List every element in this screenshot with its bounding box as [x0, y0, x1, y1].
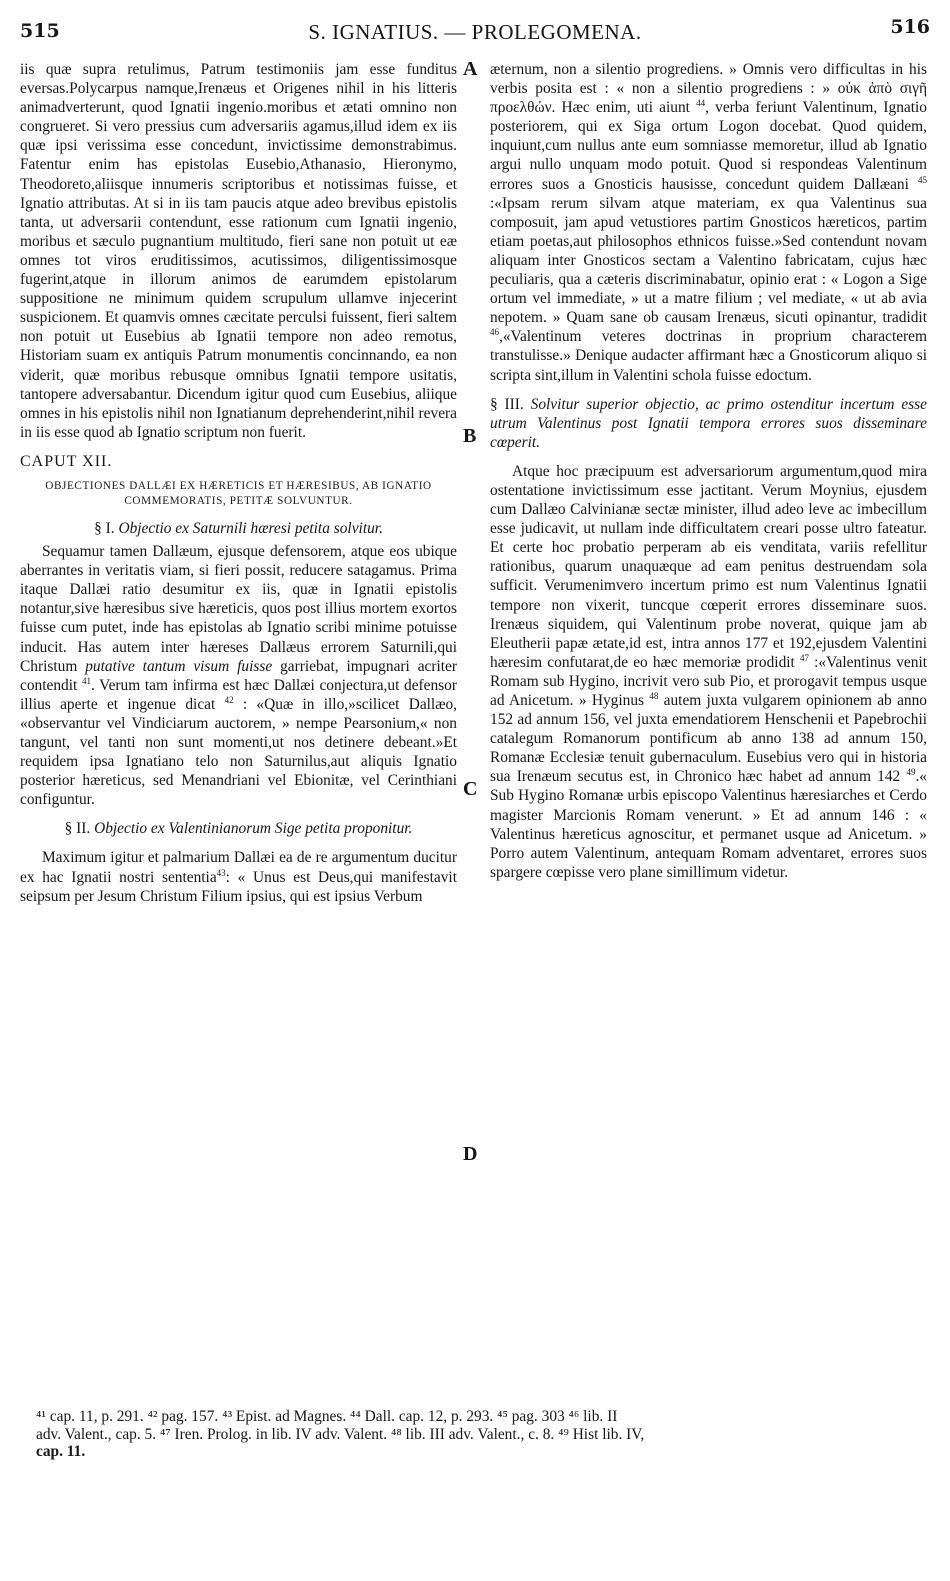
section-number: § I. [94, 519, 115, 537]
text-run: .« Sub Hygino Romanæ urbis episcopo Valentinus hæresiarches et Cerdo magister Marcionis Romam venerunt. » Et ad annum 146 : « Valentinus hæreticus agnoscitur, et permanet usque ad Anicetum. » Porro autem Valentinum, antequam Romam adventaret, errores suos spargere cœpisse vero plane simillimum videtur. [490, 768, 927, 881]
paragraph [20, 848, 457, 905]
footnote-ref: 47 [799, 652, 809, 663]
section-number: § II. [64, 820, 91, 838]
paragraph [490, 462, 927, 882]
running-header [20, 16, 930, 46]
right-column [490, 60, 927, 882]
left-column [20, 60, 457, 906]
italic-text-run: putative tantum visum fuisse [85, 657, 273, 675]
paragraph [490, 60, 927, 385]
section-title: Objectio ex Valentinianorum Sige petita proponitur. [94, 820, 413, 838]
text-run: : « Unus est Deus,qui manifestavit seipsum per Jesum Christum Filium ipsius, qui est ipsius Verbum [20, 868, 457, 905]
text-run: ,«Valentinum veteres doctrinas in proprium characterem transtulisse.» Denique audacter affirmant hæc a Gnosticorum aliquo si scripta sint,illum in Valentini schola fuisse edoctum. [490, 328, 927, 384]
footnote-ref: 44 [696, 98, 706, 109]
text-run: Atque hoc præcipuum est adversariorum argumentum,quod mira ostentatione invictissimum esse jactitant. Verum Moynius, ejusdem cum Dallæo Calvinianæ sectæ minister, illud adeo leve ac imbecillum esse judicavit, ut nullam inde difficultatem creari posse ultro fateatur. Et certe hoc probatio perperam ab eis venditata, variis refellitur rationibus, quarum unaquæque ad eam penitus destruendam sola sufficit. Verumenimvero incertum primo est num Valentinus Ignatii tempore non vixerit, tuncque cœperit errores disseminare suos. Irenæus siquidem, qui Valentinum probe noverat, quique jam ab Eleutherii papæ ætate,id est, intra annos 177 et 192,ejusdem Valentini hæresim confutarat,de eo hæc memoriæ prodidit [490, 462, 927, 671]
footnote-ref: 45 [918, 174, 927, 185]
text-run: : «Quæ in illo,»scilicet Dallæo, «observantur vel Vindiciarum auctorem, » nempe Pearsonium,« non tangunt, vel tanti non sunt momenti,ut nos detinere debeant.»Et requidem ipsa Ignatiano telo non Saturnilus,aut aliquis Ignatio posterior hæreticus, sed Menandriani vel Ebionitæ, vel Cerinthiani configuntur. [20, 695, 458, 809]
footnote-ref: 43 [216, 867, 226, 878]
margin-letter-c: C [463, 778, 478, 800]
section-title: Solvitur superior objectio, ac primo ostenditur incertum esse utrum Valentinus post Ignatii tempora errores suos disseminare cœperit. [490, 395, 927, 451]
footnote-line: cap. 11. [36, 1443, 86, 1461]
footnote-ref: 48 [649, 690, 659, 701]
text-run: garriebat, impugnari acriter contendit [20, 657, 457, 694]
chapter-subtitle: OBJECTIONES DALLÆI EX HÆRETICIS ET HÆRESIBUS, AB IGNATIO COMMEMORATIS, PETITÆ SOLVUNTUR. [45, 479, 432, 507]
section-heading [20, 819, 457, 838]
text-run: . Verum tam infirma est hæc Dallæi conjectura,ut defensor illius aperte et ingenue dicat [20, 676, 457, 713]
text-run: æternum, non a silentio progrediens. » Omnis vero difficultas in his verbis posita est : « non a silentio progrediens : » οὐκ ἀπὸ σιγῆ προελθών. Hæc enim, uti aiunt [490, 61, 927, 117]
page-number-left: 515 [20, 20, 60, 42]
chapter-heading: CAPUT XII. [20, 452, 113, 470]
footnote-ref: 49 [906, 767, 916, 778]
section-number: § III. [490, 395, 524, 413]
section-heading [20, 519, 457, 538]
footnotes [36, 1408, 936, 1461]
footnote-ref: 42 [224, 694, 234, 705]
margin-letter-a: A [463, 58, 478, 80]
footnote-ref: 41 [81, 675, 91, 686]
section-heading [490, 395, 927, 452]
paragraph [20, 542, 457, 809]
footnote-line: ⁴¹ cap. 11, p. 291. ⁴² pag. 157. ⁴³ Epist. ad Magnes. ⁴⁴ Dall. cap. 12, p. 293. ⁴⁵ pag. 303 ⁴⁶ lib. II [36, 1408, 618, 1425]
text-run: Maximum igitur et palmarium Dallæi ea de re argumentum ducitur ex hac Ignatii nostri sententia [20, 849, 457, 886]
paragraph: iis quæ supra retulimus, Patrum testimoniis jam esse funditus eversas.Polycarpus namque,Irenæus et Origenes nihil in his litteris animadverterunt, quod Ignatii ingenio.moribus et ætati omnino non congrueret. Si vero pressius cum adversariis agamus,illud idem ex iis quæ ipsi verissima esse concedunt, invictissime demonstrabimus. Fatentur enim has epistolas Eusebio,Athanasio, Hieronymo, Theodoreto,aliisque innumeris scriptoribus et notissimas fuisse, et Ignatio attributas. At si in iis tam paucis atque adeo brevibus epistolis tanta, ut adversarii contendunt, esse rationum cum Ignatii ingenio, moribus et sæculo pugnantium multitudo, fieri sane non potuit ut eæ omnes tot viros eruditissimos, acutissimos, diligentissimosque fugerint,atque in illorum animos de earumdem epistolarum suppositione ne minimum quidem scrupulum ullamve injecerint suspicionem. Et quamvis omnes cæcitate perculsi fuissent, fieri saltem non potuit ut Eusebius ab Ignatii tempore non adeo remotus, Historiam suam ex antiquis Patrum monumentis concinnando, ea non viderit, quæ moribus rebusque omnibus Ignatii tempore usitatis, tantopere adversabantur. Dicendum igitur quod cum Eusebius, aliique omnes in his epistolis nihil non Ignatianum deprehenderint,nihil revera in iis esse quod ab Ignatio scriptum non fuerit. [20, 61, 457, 441]
text-run: Sequamur tamen Dallæum, ejusque defensorem, atque eos ubique aberrantes in veritatis viam, si fieri possit, reducere satagamus. Prima itaque Dallæi ratio desumitur ex iis, quæ in Ignatii epistolis notantur,sive hæresibus sive hæreticis, quos post illius mortem exortos fuisse cum putet, inde has epistolas ab Ignatio scribi minime potuisse inducit. Has autem inter hæreses Dallæus errorem Saturnili,qui Christum [20, 543, 457, 675]
footnote-line: adv. Valent., cap. 5. ⁴⁷ Iren. Prolog. in lib. IV adv. Valent. ⁴⁸ lib. III adv. Valent., c. 8. ⁴⁹ Hist lib. IV, [36, 1425, 645, 1443]
margin-letter-b: B [463, 425, 477, 447]
page-number-right: 516 [890, 16, 930, 38]
margin-letter-d: D [463, 1143, 478, 1165]
text-run: :«Valentinus venit Romam sub Hygino, incrivit vero sub Pio, et prorogavit tempus usque ad Anicetum. » Hyginus [490, 653, 927, 709]
text-run: :«Ipsam rerum silvam atque materiam, ex qua Valentinus sua composuit, jam apud vetustiores partim Gnosticos hæreticos, partim etiam poetas,aut philosophos ethnicos fuisse.»Sed contendunt novam aliquam inter Gnosticos sectam a Valentino fabricatam, cujus hæc peculiaris, qua a cæteris discriminabatur, opinio erat : « Logon a Sige ortum vel immediate, » ut a matre filium ; vel mediate, « ut ab avia nepotem. » Quam sane ob causam Irenæus, sicuti opinantur, tradidit [490, 194, 927, 327]
running-title: S. IGNATIUS. — PROLEGOMENA. [308, 20, 642, 44]
footnote-ref: 46 [490, 327, 499, 338]
text-run: autem juxta vulgarem opinionem ab anno 152 ad annum 156, vel juxta emendatiorem Henschenii et Papebrochii catalegum Romanorum pontificum ab anno 138 ad annum 150, Romanæ Ecclesiæ tenuit gubernaculum. Eusebius vero qui in historia sua Irenæum secutus est, in Chronico hæc habet ad annum 142 [490, 692, 927, 786]
text-run: , verba feriunt Valentinum, Ignatio posteriorem, qui ex Siga ortum Logon docebat. Quod quidem, inquiunt,cum nullus ante eum somniasse memoretur, illud ab Ignatio argui nullo unquam modo potuit. Quod si respondeas Valentinum errores suos a Gnosticis hausisse, concedunt quidem Dallæani [490, 99, 927, 193]
section-title: Objectio ex Saturnili hæresi petita solvitur. [118, 519, 383, 537]
